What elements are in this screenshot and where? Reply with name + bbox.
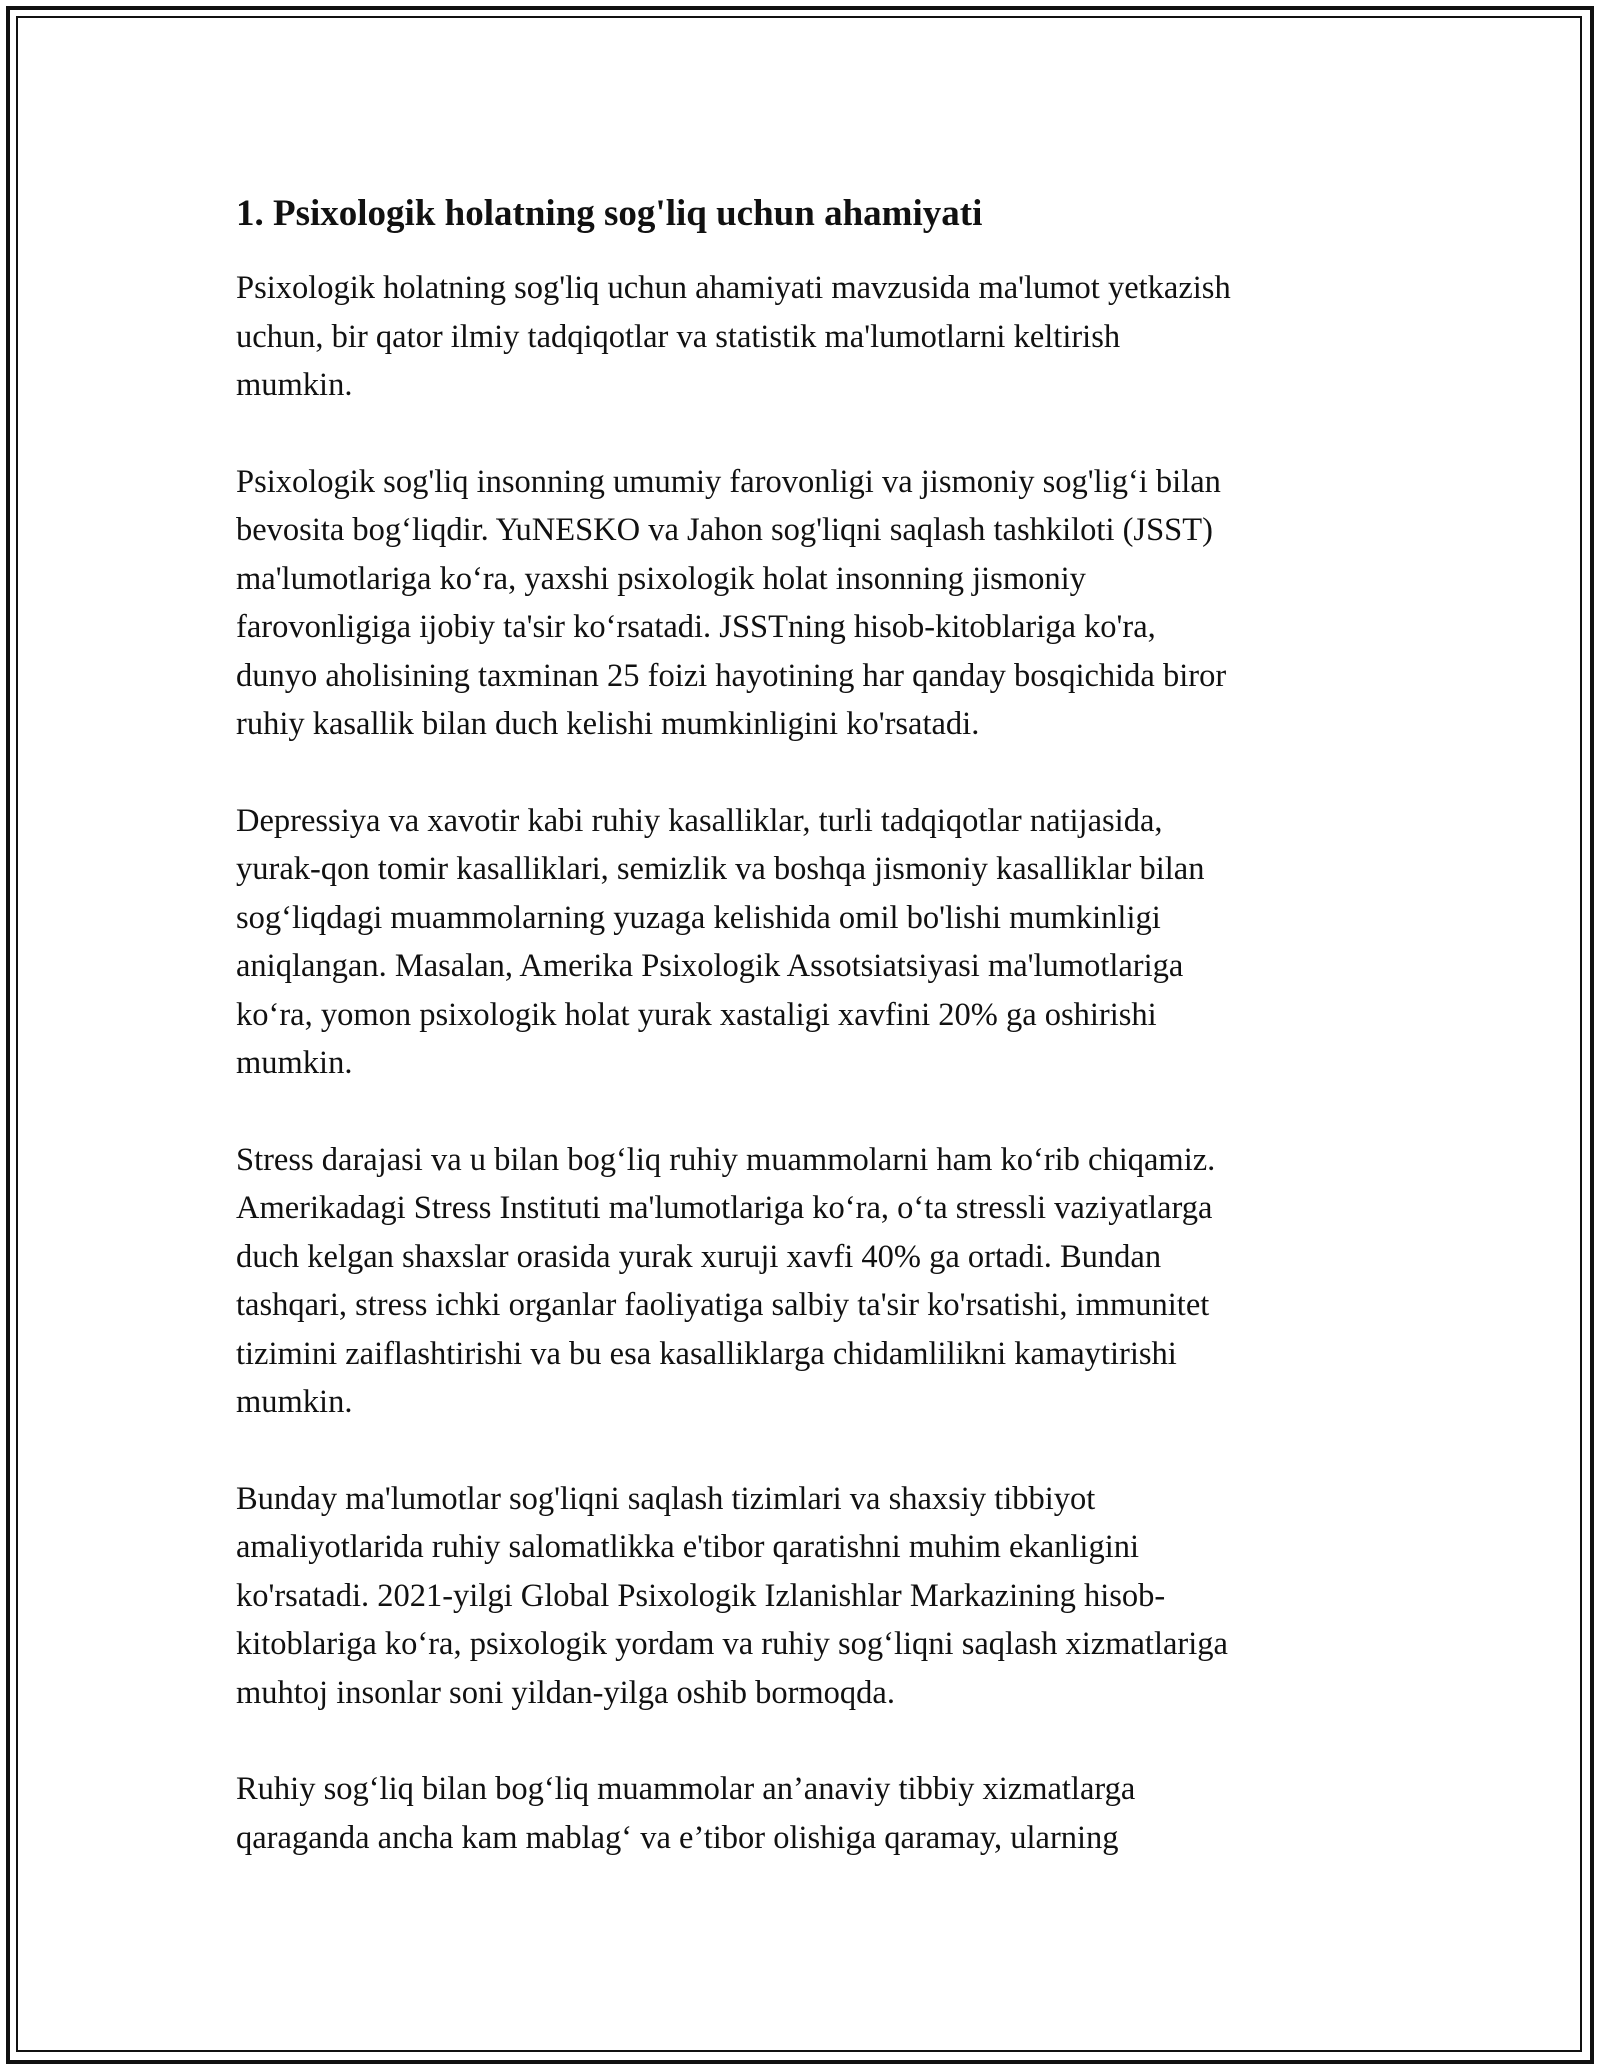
document-body: [236, 188, 1366, 1910]
paragraph-healthcare-systems: Bunday ma'lumotlar sog'liqni saqlash tizimlari va shaxsiy tibbiyot amaliyotlarida ruhiy salomatlikka e'tibor qaratishni muhim ekanligini ko'rsatadi. 2021-yilgi Global Psixologik Izlanishlar Markazining hisob- kitoblariga ko‘ra, psixologik yordam va ruhiy sog‘liqni saqlash xizmatlariga muhtoj insonlar soni yildan-yilga oshib bormoqda.: [236, 1480, 1228, 1711]
paragraph-intro: Psixologik holatning sog'liq uchun ahamiyati mavzusida ma'lumot yetkazish uchun, bir qator ilmiy tadqiqotlar va statistik ma'lumotlarni keltirish mumkin.: [236, 270, 1231, 403]
paragraph-psychological-health: Psixologik sog'liq insonning umumiy farovonligi va jismoniy sog'lig‘i bilan bevosita bog‘liqdir. YuNESKO va Jahon sog'liqni saqlash tashkiloti (JSST) ma'lumotlariga ko‘ra, yaxshi psixologik holat insonning jismoniy farovonligiga ijobiy ta'sir ko‘rsatadi. JSSTning hisob-kitoblariga ko'ra, dunyo aholisining taxminan 25 foizi hayotining har qanday bosqichida biror ruhiy kasallik bilan duch kelishi mumkinligini ko'rsatadi.: [236, 463, 1227, 742]
paragraph-stress: Stress darajasi va u bilan bog‘liq ruhiy muammolarni ham ko‘rib chiqamiz. Amerikadagi Stress Instituti ma'lumotlariga ko‘ra, o‘ta stressli vaziyatlarga duch kelgan shaxslar orasida yurak xuruji xavfi 40% ga ortadi. Bundan tashqari, stress ichki organlar faoliyatiga salbiy ta'sir ko'rsatishi, immunitet tizimini zaiflashtirishi va bu esa kasalliklarga chidamlilikni kamaytirishi mumkin.: [236, 1141, 1216, 1420]
paragraph-funding: Ruhiy sog‘liq bilan bog‘liq muammolar an’anaviy tibbiy xizmatlarga qaraganda ancha kam mablag‘ va e’tibor olishiga qaramay, ularning: [236, 1771, 1136, 1856]
section-heading: 1. Psixologik holatning sog'liq uchun ahamiyati: [236, 193, 983, 234]
paragraph-mental-illness: Depressiya va xavotir kabi ruhiy kasalliklar, turli tadqiqotlar natijasida, yurak-qon tomir kasalliklari, semizlik va boshqa jismoniy kasalliklar bilan sog‘liqdagi muammolarning yuzaga kelishida omil bo'lishi mumkinligi aniqlangan. Masalan, Amerika Psixologik Assotsiatsiyasi ma'lumotlariga ko‘ra, yomon psixologik holat yurak xastaligi xavfini 20% ga oshirishi mumkin.: [236, 802, 1205, 1081]
